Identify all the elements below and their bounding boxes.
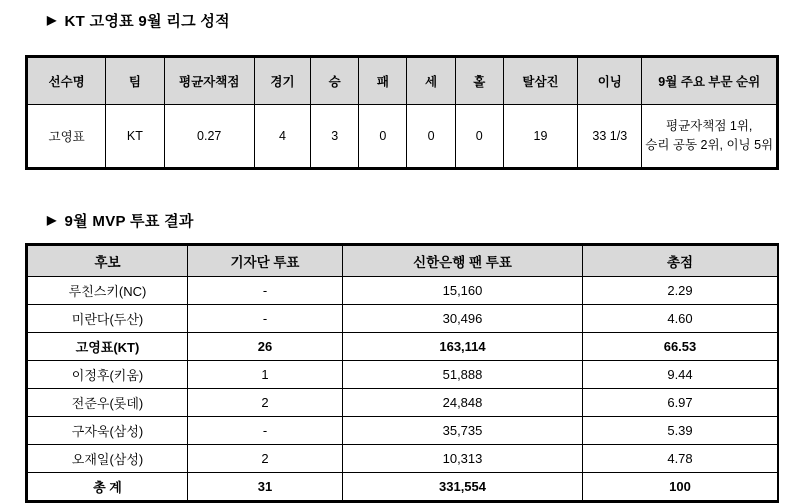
table-row	[28, 361, 778, 389]
cell-fan-vote: 30,496	[343, 305, 583, 333]
cell-press-vote: 2	[188, 389, 343, 417]
cell-era: 0.27	[164, 105, 254, 168]
cell-fan-vote: 331,554	[343, 473, 583, 501]
section-heading-mvp-vote	[47, 210, 194, 231]
table-row	[28, 333, 778, 361]
cell-press-vote: -	[188, 305, 343, 333]
cell-press-vote: 2	[188, 445, 343, 473]
rank-line-1: 평균자책점 1위,	[666, 119, 753, 134]
cell-candidate: 미란다(두산)	[28, 305, 188, 333]
section-heading-league-stats	[47, 10, 230, 31]
cell-team: KT	[106, 105, 164, 168]
cell-strikeouts: 19	[503, 105, 577, 168]
cell-total-score: 4.78	[583, 445, 778, 473]
col-header-era: 평균자책점	[164, 58, 254, 105]
table-row	[28, 305, 778, 333]
cell-press-vote: 31	[188, 473, 343, 501]
cell-candidate: 구자욱(삼성)	[28, 417, 188, 445]
cell-fan-vote: 51,888	[343, 361, 583, 389]
col-header-team: 팀	[106, 58, 164, 105]
cell-total-score: 2.29	[583, 277, 778, 305]
table-row	[28, 417, 778, 445]
cell-innings: 33 1/3	[578, 105, 642, 168]
col-header-wins: 승	[311, 58, 359, 105]
cell-fan-vote: 15,160	[343, 277, 583, 305]
table-row	[28, 445, 778, 473]
cell-games: 4	[254, 105, 310, 168]
col-header-candidate: 후보	[28, 246, 188, 277]
cell-candidate: 총 계	[28, 473, 188, 501]
cell-total-score: 4.60	[583, 305, 778, 333]
table-row	[28, 105, 777, 168]
cell-candidate: 오재일(삼성)	[28, 445, 188, 473]
cell-total-score: 6.97	[583, 389, 778, 417]
col-header-holds: 홀	[455, 58, 503, 105]
cell-candidate: 루친스키(NC)	[28, 277, 188, 305]
col-header-total-score: 총점	[583, 246, 778, 277]
table-header-row	[28, 246, 778, 277]
cell-press-vote: -	[188, 417, 343, 445]
cell-losses: 0	[359, 105, 407, 168]
cell-total-score: 9.44	[583, 361, 778, 389]
cell-candidate: 고영표(KT)	[28, 333, 188, 361]
mvp-vote-table-container	[25, 243, 779, 503]
league-stats-table-container	[25, 55, 779, 170]
cell-candidate: 이정후(키움)	[28, 361, 188, 389]
col-header-losses: 패	[359, 58, 407, 105]
col-header-monthly-ranks: 9월 주요 부문 순위	[642, 58, 777, 105]
mvp-vote-table-body	[28, 277, 778, 501]
mvp-vote-table	[27, 245, 778, 501]
cell-fan-vote: 35,735	[343, 417, 583, 445]
cell-fan-vote: 24,848	[343, 389, 583, 417]
cell-saves: 0	[407, 105, 455, 168]
col-header-player: 선수명	[28, 58, 106, 105]
cell-fan-vote: 163,114	[343, 333, 583, 361]
table-row	[28, 473, 778, 501]
league-stats-table	[27, 57, 777, 168]
rank-line-2: 승리 공동 2위, 이닝 5위	[645, 138, 774, 152]
col-header-strikeouts: 탈삼진	[503, 58, 577, 105]
triangle-bullet-icon: ▶	[47, 12, 57, 27]
cell-press-vote: -	[188, 277, 343, 305]
cell-total-score: 5.39	[583, 417, 778, 445]
cell-total-score: 100	[583, 473, 778, 501]
cell-holds: 0	[455, 105, 503, 168]
col-header-press-vote: 기자단 투표	[188, 246, 343, 277]
triangle-bullet-icon: ▶	[47, 212, 57, 227]
section-title-text: 9월 MVP 투표 결과	[64, 213, 194, 230]
cell-wins: 3	[311, 105, 359, 168]
cell-press-vote: 26	[188, 333, 343, 361]
cell-player: 고영표	[28, 105, 106, 168]
col-header-innings: 이닝	[578, 58, 642, 105]
section-title-text: KT 고영표 9월 리그 성적	[64, 13, 230, 30]
table-row	[28, 277, 778, 305]
cell-fan-vote: 10,313	[343, 445, 583, 473]
cell-candidate: 전준우(롯데)	[28, 389, 188, 417]
col-header-saves: 세	[407, 58, 455, 105]
col-header-fan-vote: 신한은행 팬 투표	[343, 246, 583, 277]
cell-press-vote: 1	[188, 361, 343, 389]
cell-monthly-ranks	[642, 105, 777, 168]
col-header-games: 경기	[254, 58, 310, 105]
cell-total-score: 66.53	[583, 333, 778, 361]
table-header-row	[28, 58, 777, 105]
table-row	[28, 389, 778, 417]
